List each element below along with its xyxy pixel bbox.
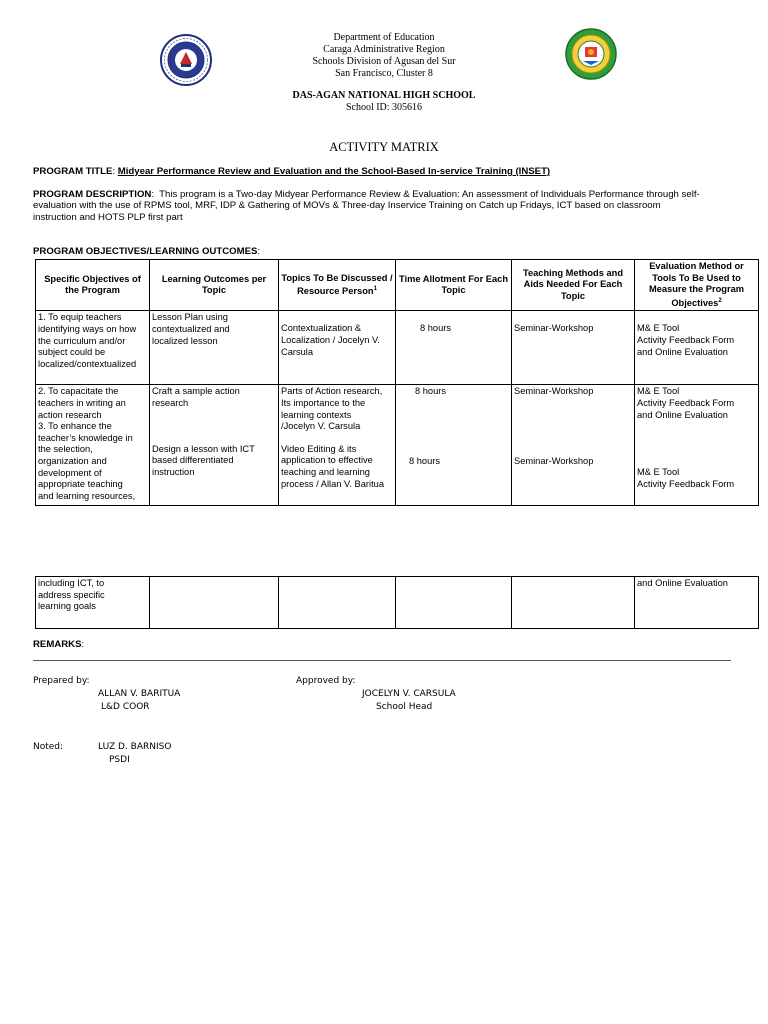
row2-objective: 2. To capacitate the teachers in writing an action research 3. To enhance the teacher’s knowledge in the selection, organization and development of appropriate teaching and learning resources, [36, 385, 150, 506]
row2-outcome: Craft a sample action research Design a lesson with ICT based differentiated instruction [150, 385, 279, 506]
remarks-heading: REMARKS: [33, 639, 85, 650]
program-description: PROGRAM DESCRIPTION: This program is a Two-day Midyear Performance Review & Evaluation: An assessment of Individuals Performance through self- evaluation with the use of RPMS tool, MRF, IDP & Gathering of MOVs & Three-day Inservice Training on Catch up Fridays, ICT based on classroom instruction and HOTS PLP first part [33, 189, 753, 223]
row2-topic: Parts of Action research, Its importance to the learning contexts /Jocelyn V. Carsula Video Editing & its application to effective teaching and learning process / Allan V. Baritua [279, 385, 396, 506]
office-header [234, 32, 534, 80]
row1-topic: Contextualization & Localization / Jocelyn V. Carsula [279, 311, 396, 385]
header-line-2: Caraga Administrative Region [323, 44, 445, 55]
noted-by-title: PSDI [109, 755, 130, 765]
deped-seal-logo [160, 34, 212, 86]
header-learning-outcomes: Learning Outcomes per Topic [150, 260, 279, 311]
row3-method [512, 577, 635, 629]
school-name: DAS-AGAN NATIONAL HIGH SCHOOL [292, 90, 476, 101]
row1-objective: 1. To equip teachers identifying ways on how the curriculum and/or subject could be localized/contextualized [36, 311, 150, 385]
program-description-line-1: This program is a Two-day Midyear Performance Review & Evaluation: An assessment of Individuals Performance through self- [159, 189, 700, 200]
row1-evaluation: M& E Tool Activity Feedback Form and Online Evaluation [635, 311, 759, 385]
program-title-label: PROGRAM TITLE [33, 166, 113, 177]
header-line-4: San Francisco, Cluster 8 [335, 68, 433, 79]
row3-objective: including ICT, to address specific learning goals [36, 577, 150, 629]
row1-method: Seminar-Workshop [512, 311, 635, 385]
table-row [36, 311, 759, 385]
row3-outcome [150, 577, 279, 629]
row1-time: 8 hours [396, 311, 512, 385]
row2-evaluation: M& E Tool Activity Feedback Form and Online Evaluation M& E Tool Activity Feedback Form [635, 385, 759, 506]
prepared-by-label: Prepared by: [33, 676, 90, 686]
remarks-line [33, 660, 731, 661]
program-title-value: Midyear Performance Review and Evaluation and the School-Based In-service Training (INSET) [117, 166, 551, 177]
remarks-label: REMARKS [33, 639, 82, 650]
row1-outcome: Lesson Plan using contextualized and localized lesson [150, 311, 279, 385]
school-id: School ID: 305616 [345, 102, 423, 113]
header-teaching-methods: Teaching Methods and Aids Needed For Each Topic [512, 260, 635, 311]
approved-by-name: JOCELYN V. CARSULA [362, 689, 456, 699]
header-specific-objectives: Specific Objectives of the Program [36, 260, 150, 311]
header-time-allotment: Time Allotment For Each Topic [396, 260, 512, 311]
table-row [36, 385, 759, 506]
program-description-line-2: evaluation with the use of RPMS tool, MRF, IDP & Gathering of MOVs & Three-day Inservice Training on Catch up Fridays, ICT based on classroom [33, 200, 661, 212]
row3-topic [279, 577, 396, 629]
header-line-3: Schools Division of Agusan del Sur [312, 56, 456, 67]
program-description-line-3: instruction and HOTS PLP first part [33, 211, 183, 223]
noted-by-label: Noted: [33, 742, 64, 752]
activity-matrix-table [35, 259, 759, 506]
prepared-by-name: ALLAN V. BARITUA [98, 689, 181, 699]
document-title: ACTIVITY MATRIX [329, 140, 439, 154]
program-description-label: PROGRAM DESCRIPTION [33, 189, 152, 200]
row2-time: 8 hours 8 hours [396, 385, 512, 506]
noted-by-name: LUZ D. BARNISO [98, 742, 172, 752]
activity-matrix-continuation-table [35, 576, 759, 629]
row2-method: Seminar-Workshop Seminar-Workshop [512, 385, 635, 506]
objectives-label: PROGRAM OBJECTIVES/LEARNING OUTCOMES [33, 246, 258, 257]
table-header-row [36, 260, 759, 311]
row3-time [396, 577, 512, 629]
approved-by-title: School Head [376, 702, 433, 712]
school-seal-logo [565, 28, 617, 80]
approved-by-label: Approved by: [296, 676, 356, 686]
prepared-by-title: L&D COOR [101, 702, 150, 712]
header-line-1: Department of Education [333, 32, 435, 43]
header-topics: Topics To Be Discussed / Resource Person$^1$ [279, 260, 396, 311]
table-row [36, 577, 759, 629]
header-evaluation-method: Evaluation Method or Tools To Be Used to Measure the Program Objectives$^2$ [635, 260, 759, 311]
school-block [234, 90, 534, 114]
row3-evaluation: and Online Evaluation [635, 577, 759, 629]
program-title: PROGRAM TITLE: Midyear Performance Review and Evaluation and the School-Based In-service Training (INSET) [33, 166, 551, 177]
objectives-heading: PROGRAM OBJECTIVES/LEARNING OUTCOMES: [33, 246, 261, 257]
